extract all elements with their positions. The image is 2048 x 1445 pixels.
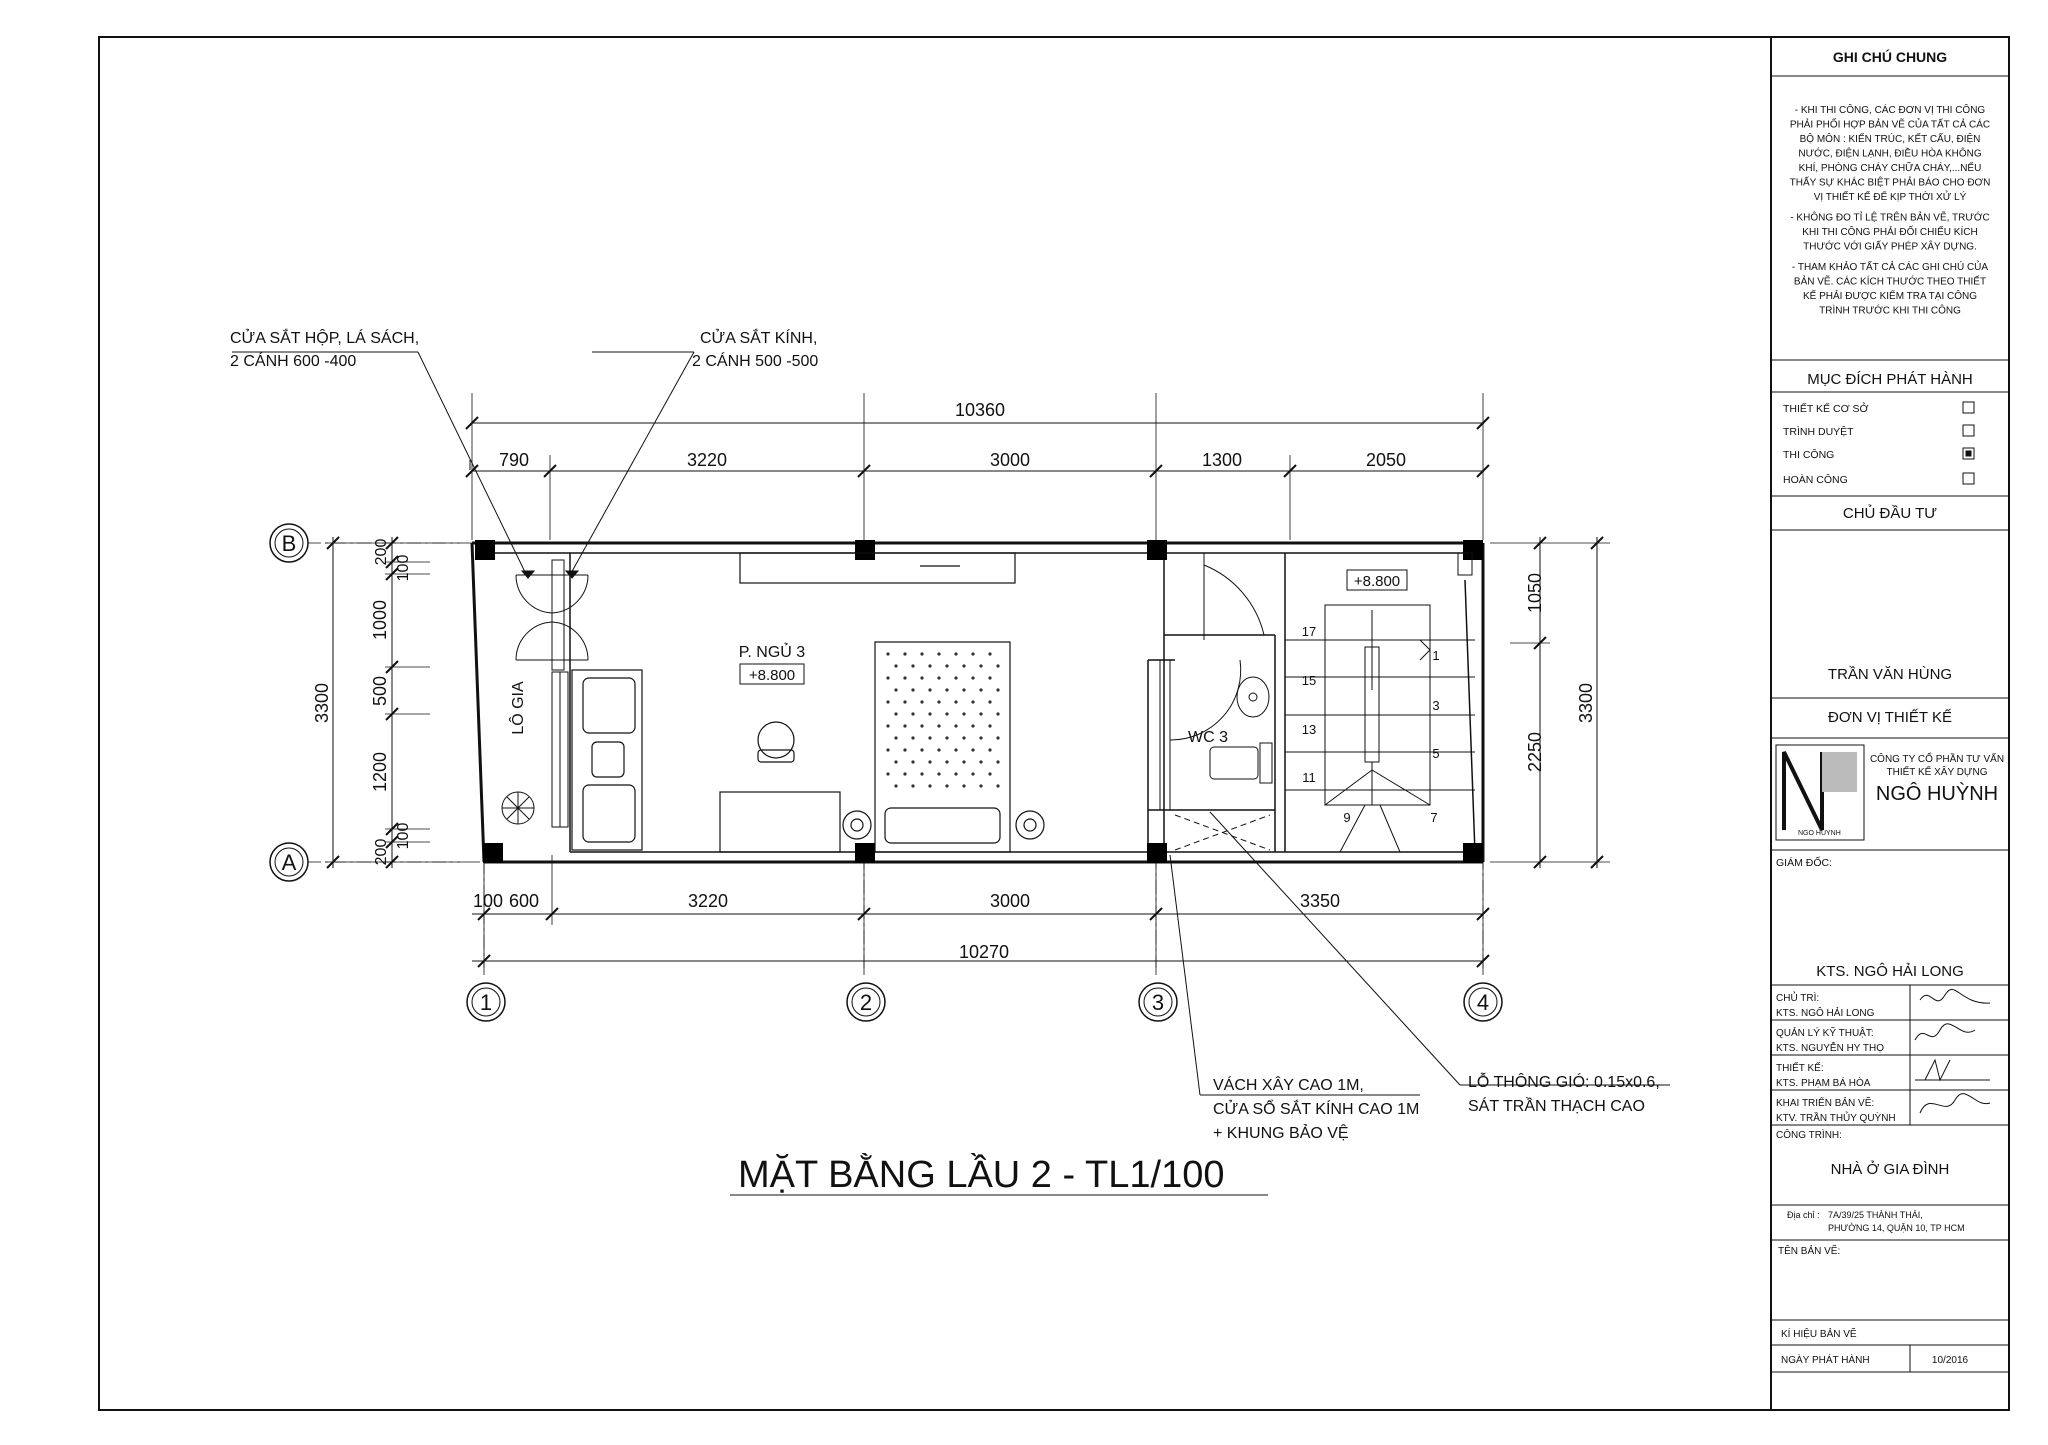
note-line: KHÍ, PHÒNG CHÁY CHỮA CHÁY,...NẾU — [1798, 163, 1982, 174]
quilt-dot — [911, 736, 914, 739]
quilt-dot — [903, 772, 906, 775]
purpose-item-4: HOÀN CÔNG — [1783, 474, 1848, 486]
role-3-title: THIẾT KẾ: — [1776, 1063, 1824, 1074]
room-name-loggia: LÔ GIA — [510, 681, 527, 735]
company-line1: CÔNG TY CỔ PHẦN TƯ VẤN — [1869, 754, 2005, 765]
stair-step-13: 13 — [1301, 722, 1317, 737]
quilt-dot — [894, 688, 897, 691]
quilt-dot — [937, 700, 940, 703]
dim-left-4: 500 — [370, 675, 390, 707]
quilt-dot — [945, 712, 948, 715]
quilt-dot — [954, 748, 957, 751]
quilt-dot — [979, 784, 982, 787]
quilt-dot — [886, 724, 889, 727]
quilt-dot — [894, 736, 897, 739]
note-line: TRÌNH TRƯỚC KHI THI CÔNG — [1819, 305, 1961, 317]
quilt-dot — [971, 748, 974, 751]
role-4-title: KHAI TRIỂN BẢN VẼ: — [1776, 1098, 1875, 1109]
quilt-dot — [954, 724, 957, 727]
note-line: BẢN VẼ. CÁC KÍCH THƯỚC THEO THIẾT — [1793, 276, 1987, 288]
dim-left-total: 3300 — [312, 682, 332, 724]
logo-text: NGO HUYNH — [1798, 830, 1841, 837]
dim-top-1: 790 — [498, 450, 530, 470]
owner-title: CHỦ ĐẦU TƯ — [1842, 505, 1938, 522]
company-line2: THIẾT KẾ XÂY DỰNG — [1886, 767, 1988, 778]
quilt-dot — [962, 664, 965, 667]
quilt-dot — [979, 688, 982, 691]
plant-icon — [502, 792, 534, 824]
quilt-dot — [979, 712, 982, 715]
dim-top-4: 1300 — [1201, 450, 1243, 470]
quilt-dot — [954, 676, 957, 679]
callout-door2-line1: CỬA SẮT KÍNH, — [700, 330, 818, 347]
quilt-dot — [937, 772, 940, 775]
dim-top-total: 10360 — [954, 400, 1006, 420]
quilt-dot — [996, 736, 999, 739]
callout-door1-line1: CỬA SẮT HỘP, LÁ SÁCH, — [230, 330, 420, 347]
company-name: NGÔ HUỲNH — [1875, 783, 1999, 805]
role-3-name: KTS. PHẠM BÁ HÒA — [1776, 1078, 1871, 1089]
dim-left-2: 100 — [395, 554, 412, 582]
quilt-dot — [928, 784, 931, 787]
dim-left-5: 1200 — [370, 751, 390, 793]
quilt-dot — [979, 664, 982, 667]
quilt-dot — [928, 760, 931, 763]
callout-wall-line1: VÁCH XÂY CAO 1M, — [1213, 1077, 1364, 1094]
quilt-dot — [903, 748, 906, 751]
dim-bottom-5: 3350 — [1299, 891, 1341, 911]
stair-step-15: 15 — [1301, 673, 1317, 688]
dim-top-2: 3220 — [686, 450, 728, 470]
quilt-dot — [962, 760, 965, 763]
quilt-dot — [988, 700, 991, 703]
dim-left-3: 1000 — [370, 599, 390, 641]
designer-title: ĐƠN VỊ THIẾT KẾ — [1828, 709, 1952, 726]
room-name-wc: WC 3 — [1188, 729, 1228, 746]
quilt-dot — [920, 652, 923, 655]
callout-wall-line3: + KHUNG BẢO VỆ — [1213, 1125, 1349, 1142]
quilt-dot — [920, 724, 923, 727]
axis-label-1: 1 — [479, 990, 493, 1015]
axis-label-b: B — [281, 531, 297, 556]
callout-vent-line2: SÁT TRẦN THẠCH CAO — [1468, 1098, 1645, 1115]
note-line: - KHÔNG ĐO TỈ LỆ TRÊN BẢN VẼ, TRƯỚC — [1790, 212, 1990, 224]
general-notes-title: GHI CHÚ CHUNG — [1832, 49, 1948, 65]
quilt-dot — [996, 664, 999, 667]
quilt-dot — [920, 772, 923, 775]
director-name: KTS. NGÔ HẢI LONG — [1816, 963, 1964, 980]
dim-left-6: 100 — [395, 822, 412, 850]
quilt-dot — [937, 724, 940, 727]
quilt-dot — [988, 676, 991, 679]
note-line: THƯỚC VỚI GIẤY PHÉP XÂY DỰNG. — [1803, 241, 1977, 253]
project-label: CÔNG TRÌNH: — [1776, 1130, 1842, 1141]
drawing-name-label: TÊN BẢN VẼ: — [1778, 1246, 1841, 1257]
callout-door2-line2: 2 CÁNH 500 -500 — [692, 353, 819, 370]
stair-step-7: 7 — [1430, 810, 1438, 825]
sheet-frame — [99, 37, 2009, 1410]
room-level-bedroom: +8.800 — [748, 667, 796, 684]
note-line: - KHI THI CÔNG, CÁC ĐƠN VỊ THI CÔNG — [1794, 105, 1986, 116]
quilt-dot — [920, 748, 923, 751]
role-4-name: KTV. TRẦN THỦY QUỲNH — [1776, 1113, 1896, 1124]
address-label: Địa chỉ : — [1787, 1210, 1820, 1220]
room-level-stair: +8.800 — [1353, 573, 1401, 590]
quilt-dot — [979, 736, 982, 739]
note-line: KẾ PHẢI ĐƯỢC KIỂM TRA TẠI CÔNG — [1803, 291, 1977, 302]
stair-step-17: 17 — [1301, 624, 1317, 639]
callout-door1-line2: 2 CÁNH 600 -400 — [230, 353, 357, 370]
quilt-dot — [911, 664, 914, 667]
note-line: VỊ THIẾT KẾ ĐỂ KỊP THỜI XỬ LÝ — [1813, 192, 1967, 203]
quilt-dot — [945, 784, 948, 787]
quilt-dot — [962, 784, 965, 787]
quilt-dot — [886, 748, 889, 751]
issue-date-value: 10/2016 — [1931, 1355, 1969, 1366]
quilt-dot — [962, 688, 965, 691]
role-1-title: CHỦ TRÌ: — [1776, 993, 1820, 1004]
quilt-dot — [886, 652, 889, 655]
director-label: GIÁM ĐỐC: — [1776, 857, 1833, 869]
quilt-dot — [996, 712, 999, 715]
title-block-text — [1776, 48, 2004, 1366]
note-line: NƯỚC, ĐIỆN LẠNH, ĐIỀU HÒA KHÔNG — [1798, 148, 1982, 160]
quilt-dot — [894, 712, 897, 715]
quilt-dot — [945, 688, 948, 691]
quilt-dot — [954, 700, 957, 703]
dim-top-3: 3000 — [989, 450, 1031, 470]
general-notes — [1790, 103, 1991, 317]
stair-step-5: 5 — [1432, 746, 1440, 761]
callout-wall-line2: CỬA SỔ SẮT KÍNH CAO 1M — [1213, 1101, 1420, 1118]
quilt-dot — [962, 712, 965, 715]
quilt-dot — [903, 676, 906, 679]
dim-bottom-total: 10270 — [958, 942, 1010, 962]
plan-labels — [230, 328, 1660, 1196]
quilt-dot — [971, 676, 974, 679]
purpose-item-2: TRÌNH DUYỆT — [1783, 426, 1854, 438]
quilt-dot — [971, 724, 974, 727]
quilt-dot — [954, 652, 957, 655]
axis-label-3: 3 — [1151, 990, 1165, 1015]
note-line: KHI THI CÔNG PHẢI ĐỐI CHIẾU KÍCH — [1802, 227, 1978, 238]
quilt-dot — [971, 652, 974, 655]
note-line: PHẢI PHỐI HỢP BẢN VẼ CỦA TẤT CẢ CÁC — [1789, 119, 1991, 131]
owner-name: TRẦN VĂN HÙNG — [1827, 666, 1953, 683]
quilt-dot — [928, 688, 931, 691]
quilt-dot — [945, 760, 948, 763]
dim-right-2: 2250 — [1525, 731, 1545, 773]
dim-top-5: 2050 — [1365, 450, 1407, 470]
quilt-dot — [894, 664, 897, 667]
quilt-dot — [928, 664, 931, 667]
quilt-dot — [920, 700, 923, 703]
stair-step-11: 11 — [1302, 770, 1316, 785]
address-line2: PHƯỜNG 14, QUẬN 10, TP HCM — [1828, 1223, 1965, 1233]
quilt-dot — [894, 760, 897, 763]
purpose-item-1: THIẾT KẾ CƠ SỞ — [1783, 403, 1869, 415]
quilt-dot — [920, 676, 923, 679]
quilt-dot — [928, 736, 931, 739]
floor-plan — [232, 352, 1670, 1195]
quilt-dot — [937, 676, 940, 679]
stair-step-3: 3 — [1432, 698, 1440, 713]
quilt-dot — [903, 700, 906, 703]
role-2-title: QUẢN LÝ KỸ THUẬT: — [1776, 1028, 1874, 1039]
quilt-dot — [962, 736, 965, 739]
quilt-dot — [903, 724, 906, 727]
quilt-dot — [988, 652, 991, 655]
quilt-dot — [996, 688, 999, 691]
quilt-dot — [988, 724, 991, 727]
quilt-dot — [937, 748, 940, 751]
quilt-dot — [911, 760, 914, 763]
drawing-code-label: KÍ HIỆU BẢN VẼ — [1781, 1329, 1857, 1340]
axis-label-2: 2 — [859, 990, 873, 1015]
note-line: - THAM KHẢO TẤT CẢ CÁC GHI CHÚ CỦA — [1791, 262, 1989, 273]
quilt-dot — [996, 760, 999, 763]
issue-date-label: NGÀY PHÁT HÀNH — [1781, 1355, 1870, 1366]
quilt-dot — [971, 700, 974, 703]
stair-step-1: 1 — [1432, 648, 1440, 663]
quilt-dot — [903, 652, 906, 655]
room-name-bedroom: P. NGỦ 3 — [738, 644, 806, 661]
quilt-dot — [979, 760, 982, 763]
purpose-title: MỤC ĐÍCH PHÁT HÀNH — [1807, 371, 1973, 388]
drawing-title: MẶT BẰNG LẦU 2 - TL1/100 — [738, 1154, 1225, 1196]
quilt-dot — [894, 784, 897, 787]
dim-bottom-2: 600 — [508, 891, 540, 911]
bed-quilt-pattern — [886, 652, 999, 787]
role-1-name: KTS. NGÔ HẢI LONG — [1776, 1008, 1875, 1019]
purpose-item-3: THI CÔNG — [1783, 449, 1835, 461]
quilt-dot — [945, 664, 948, 667]
dim-bottom-4: 3000 — [989, 891, 1031, 911]
quilt-dot — [988, 772, 991, 775]
address-line1: 7A/39/25 THÀNH THÁI, — [1828, 1210, 1923, 1220]
dim-bottom-3: 3220 — [687, 891, 729, 911]
project-name: NHÀ Ở GIA ĐÌNH — [1830, 1161, 1950, 1178]
axis-label-a: A — [281, 850, 297, 875]
callout-vent-line1: LỖ THÔNG GIÓ: 0.15x0.6, — [1468, 1074, 1660, 1091]
quilt-dot — [886, 676, 889, 679]
quilt-dot — [911, 784, 914, 787]
quilt-dot — [954, 772, 957, 775]
quilt-dot — [945, 736, 948, 739]
dim-left-7: 200 — [373, 838, 390, 866]
axis-label-4: 4 — [1476, 990, 1490, 1015]
quilt-dot — [928, 712, 931, 715]
quilt-dot — [937, 652, 940, 655]
role-2-name: KTS. NGUYỄN HY THỌ — [1776, 1043, 1884, 1054]
dim-left-1: 200 — [373, 538, 390, 566]
dim-right-total: 3300 — [1576, 682, 1596, 724]
quilt-dot — [971, 772, 974, 775]
quilt-dot — [911, 688, 914, 691]
quilt-dot — [996, 784, 999, 787]
quilt-dot — [886, 700, 889, 703]
note-line: THẤY SỰ KHÁC BIỆT PHẢI BÁO CHO ĐƠN — [1789, 177, 1991, 189]
quilt-dot — [911, 712, 914, 715]
dim-right-1: 1050 — [1525, 572, 1545, 614]
quilt-dot — [988, 748, 991, 751]
quilt-dot — [886, 772, 889, 775]
note-line: BỘ MÔN : KIẾN TRÚC, KẾT CẤU, ĐIỆN — [1799, 134, 1981, 145]
dim-bottom-1: 100 — [472, 891, 504, 911]
stair-step-9: 9 — [1343, 810, 1351, 825]
